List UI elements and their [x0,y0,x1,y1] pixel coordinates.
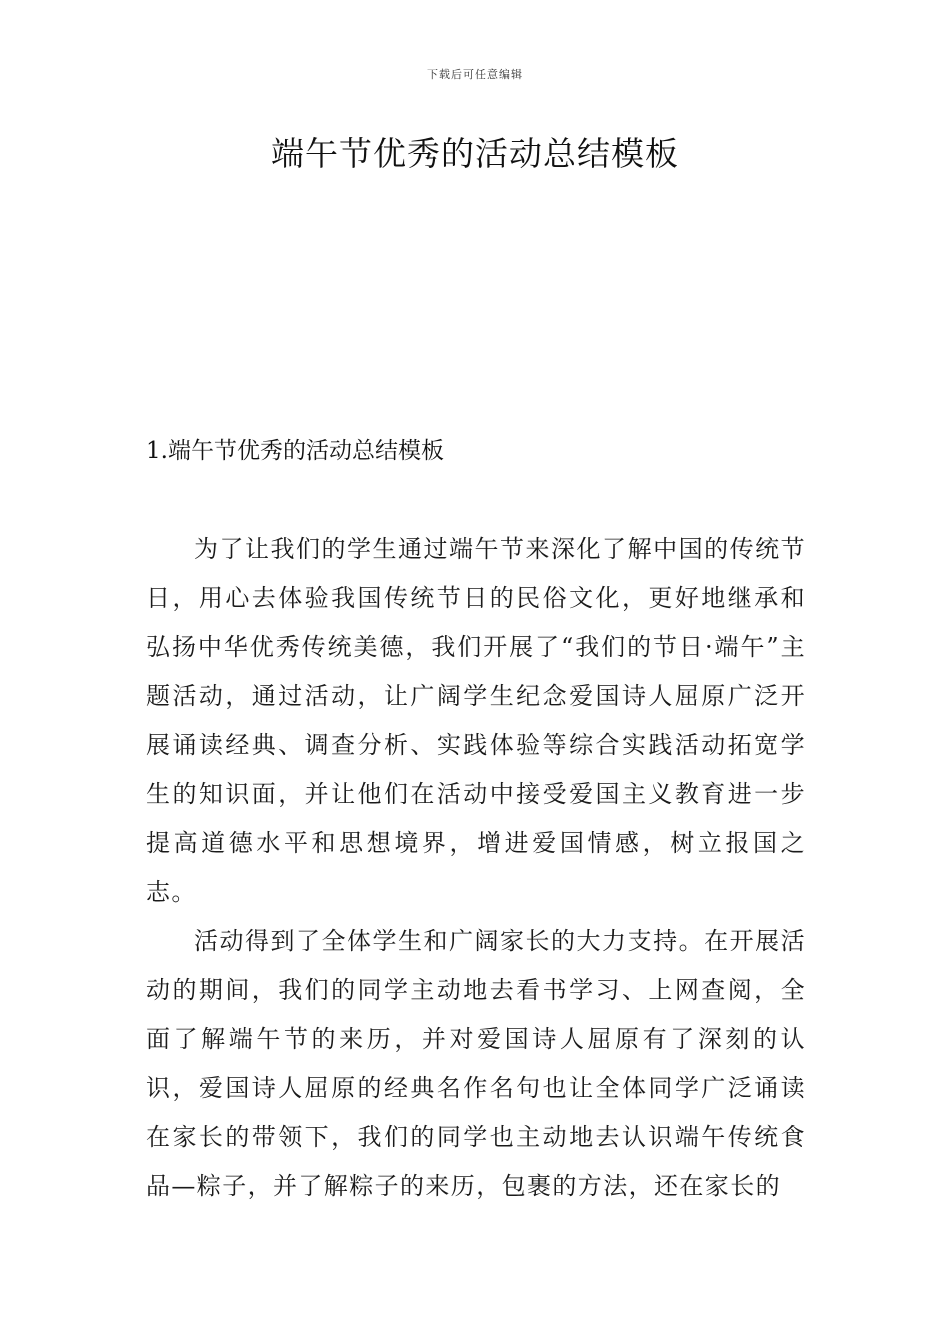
paragraph-2: 活动得到了全体学生和广阔家长的大力支持。在开展活动的期间，我们的同学主动地去看书学习、上网查阅，全面了解端午节的来历，并对爱国诗人屈原有了深刻的认识，爱国诗人屈原的经典名作名句也让全体同学广泛诵读在家长的带领下，我们的同学也主动地去认识端午传统食品—粽子，并了解粽子的来历，包裹的方法，还在家长的 [146,927,806,1200]
page-title: 端午节优秀的活动总结模板 [271,134,679,173]
document-body [146,525,806,1211]
header-note: 下载后可任意编辑 [427,68,523,81]
section-heading: 1.端午节优秀的活动总结模板 [146,438,444,464]
paragraph-1: 为了让我们的学生通过端午节来深化了解中国的传统节日，用心去体验我国传统节日的民俗文化，更好地继承和弘扬中华优秀传统美德，我们开展了“我们的节日·端午”主题活动，通过活动，让广阔学生纪念爱国诗人屈原广泛开展诵读经典、调查分析、实践体验等综合实践活动拓宽学生的知识面，并让他们在活动中接受爱国主义教育进一步提高道德水平和思想境界，增进爱国情感，树立报国之志。 [146,535,806,906]
